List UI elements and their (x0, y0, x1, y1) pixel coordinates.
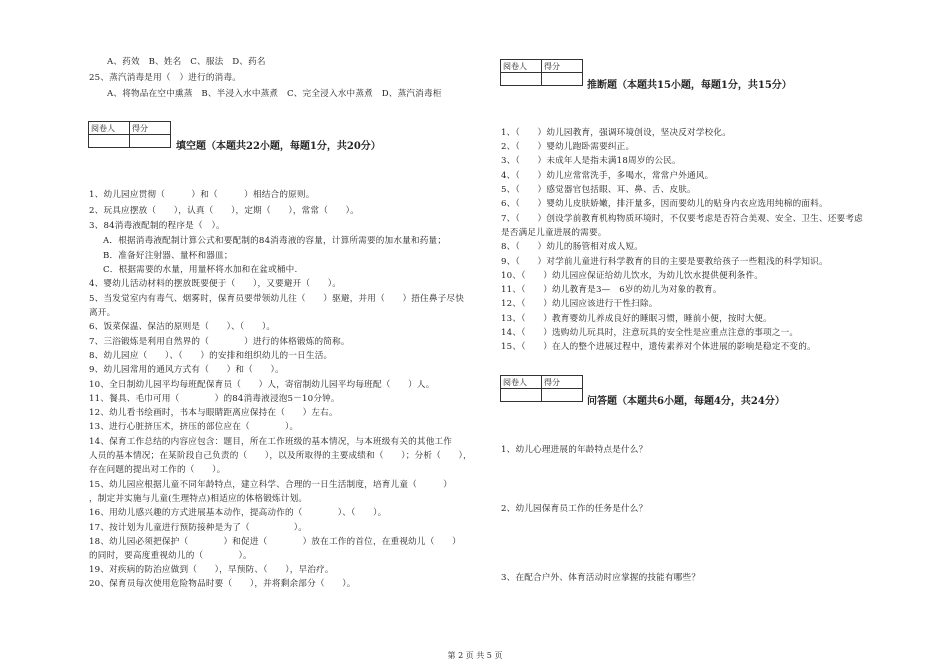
page-footer: 第 2 页 共 5 页 (447, 651, 503, 660)
score-cell (130, 135, 171, 148)
reviewer-cell (501, 389, 542, 402)
fill-line: 9、幼儿园常用的通风方式有（ ）和（ ）。 (89, 365, 284, 375)
judge-line: 3、（ ）未成年人是指未满18周岁的公民。 (501, 156, 681, 166)
fill-line: 16、用幼儿感兴趣的方式进展基本动作，提高动作的（ ）、（ ）。 (89, 508, 387, 518)
fill-line: 2、玩具应摆放（ ），认真（ ），定期（ ），常常（ ）。 (89, 206, 359, 216)
judge-line: 7、（ ）创设学前教育机构物质环境时，不仅要考虑是否符合美观、安全、卫生、还要考虑 (501, 214, 863, 224)
judge-line: 6、（ ）婴幼儿皮肤娇嫩，排汗量多，因而要幼儿的贴身内衣应选用纯棉的面料。 (501, 199, 828, 209)
fill-line: 5、当发觉室内有毒气、烟雾时，保育员要带领幼儿往（ ）驱避，并用（ ）捂住鼻子尽快 (89, 294, 465, 304)
fill-line: 11、餐具、毛巾可用（ ）的84消毒液浸泡5－10分钟。 (89, 394, 340, 404)
fill-line: 3、84消毒液配制的程序是（ ）。 (89, 221, 225, 231)
score-box-judge (500, 59, 583, 86)
score-label: 得分 (542, 60, 583, 73)
judge-line: 15、（ ）在人的整个进展过程中，遗传素养对个体进展的影响是稳定不变的。 (501, 342, 816, 352)
fill-line: C．根据需要的水量，用量杯将水加和在盆或桶中. (103, 265, 298, 275)
fill-line: 离开。 (89, 308, 116, 318)
fill-line: 19、对疾病的防治应做到（ ），早预防、（ ），早治疗。 (89, 565, 334, 575)
judge-line: 9、（ ）对学前儿童进行科学教育的目的主要是要教给孩子一些粗浅的科学知识。 (501, 257, 828, 267)
score-box-fill (88, 121, 171, 148)
fill-line: 存在问题的提出对工作的（ ）。 (89, 465, 226, 475)
fill-line: 1、幼儿园应贯彻（ ）和（ ）相结合的原则。 (89, 190, 315, 200)
fill-line: 人员的基本情况；在某阶段自己负责的（ ），以及所取得的主要成绩和（ ）；分析（ ）， (89, 451, 472, 461)
score-box-qa (500, 375, 583, 402)
judge-line: 10、（ ）幼儿园应保证给幼儿饮水，为幼儿饮水提供便利条件。 (501, 271, 764, 281)
fill-line: 12、幼儿看书绘画时，书本与眼睛距离应保持在（ ）左右。 (89, 408, 338, 418)
judge-line: 5、（ ）感觉器官包括眼、耳、鼻、舌、皮肤。 (501, 185, 696, 195)
section-title-qa: 问答题（本题共6小题，每题4分，共24分） (587, 396, 785, 407)
reviewer-label: 阅卷人 (89, 122, 130, 135)
fill-line: 7、三浴锻炼是利用自然界的（ ）进行的体格锻炼的简称。 (89, 337, 350, 347)
reviewer-cell (89, 135, 130, 148)
fill-line: ，制定并实施与儿童(生理特点)相适应的体格锻炼计划。 (89, 494, 308, 504)
question-25: 25、蒸汽消毒是用（ ）进行的消毒。 (89, 73, 242, 83)
fill-line: 6、饭菜保温、保洁的原则是（ ）、（ ）。 (89, 322, 276, 332)
judge-line: 11、（ ）幼儿教育是3— 6岁的幼儿为对象的教育。 (501, 285, 722, 295)
fill-line: 4、婴幼儿活动材料的摆放既要便于（ ），又要避开（ ）。 (89, 279, 342, 289)
reviewer-label: 阅卷人 (501, 376, 542, 389)
qa-question: 1、幼儿心理进展的年龄特点是什么？ (501, 445, 648, 455)
section-title-judge: 推断题（本题共15小题，每题1分，共15分） (587, 80, 792, 91)
option-line-25: A、将物品在空中熏蒸 B、半浸入水中蒸煮 C、完全浸入水中蒸煮 D、蒸汽消毒柜 (107, 89, 442, 99)
fill-line: B．准备好注射器、量杯和器皿； (103, 251, 233, 261)
fill-line: A．根据消毒液配制计算公式和要配制的84消毒液的容量，计算所需要的加水量和药量； (103, 236, 447, 246)
fill-line: 20、保育员每次使用危险物品时要（ ），并将剩余部分（ ）。 (89, 579, 356, 589)
score-cell (542, 389, 583, 402)
fill-line: 18、幼儿园必须把保护（ ）和促进（ ）放在工作的首位，在重视幼儿（ ） (89, 537, 461, 547)
section-title-fill: 填空题（本题共22小题，每题1分，共20分） (176, 141, 381, 152)
reviewer-cell (501, 73, 542, 86)
fill-line: 14、保育工作总结的内容应包含：题目，所在工作班级的基本情况，与本班级有关的其他工作 (89, 437, 453, 447)
judge-line: 1、（ ）幼儿园教育，强调环境创设，坚决反对学校化。 (501, 128, 732, 138)
fill-line: 17、按计划为儿童进行预防接种是为了（ ）。 (89, 523, 308, 533)
score-label: 得分 (542, 376, 583, 389)
qa-question: 3、在配合户外、体育活动时应掌握的技能有哪些？ (501, 573, 701, 583)
option-line-24: A、药效 B、姓名 C、服法 D、药名 (107, 57, 266, 67)
fill-line: 的同时，要高度重视幼儿的（ ）。 (89, 551, 252, 561)
fill-line: 10、全日制幼儿园平均每班配保育员（ ）人，寄宿制幼儿园平均每班配（ ）人。 (89, 380, 435, 390)
reviewer-label: 阅卷人 (501, 60, 542, 73)
judge-line: 是否满足儿童进展的需要。 (501, 228, 607, 238)
fill-line: 13、进行心脏挤压术，挤压的部位应在（ ）。 (89, 422, 299, 432)
judge-line: 14、（ ）选购幼儿玩具时，注意玩具的安全性是应重点注意的事项之一。 (501, 328, 799, 338)
judge-line: 12、（ ）幼儿园应该进行干性扫除。 (501, 299, 658, 309)
score-cell (542, 73, 583, 86)
judge-line: 2、（ ）婴幼儿跑卧需要纠正。 (501, 142, 635, 152)
fill-line: 15、幼儿园应根据儿童不同年龄特点，建立科学、合理的一日生活制度，培育儿童（ ） (89, 480, 453, 490)
judge-line: 4、（ ）幼儿应常常洗手，多喝水，常常户外通风。 (501, 171, 714, 181)
judge-line: 8、（ ）幼儿的肠管相对成人短。 (501, 242, 644, 252)
fill-line: 8、幼儿园应（ ）、（ ）的安排和组织幼儿的一日生活。 (89, 351, 333, 361)
qa-question: 2、幼儿园保育员工作的任务是什么？ (501, 504, 648, 514)
score-label: 得分 (130, 122, 171, 135)
judge-line: 13、（ ）教育婴幼儿养成良好的睡眠习惯，睡前小便，按时大便。 (501, 314, 772, 324)
